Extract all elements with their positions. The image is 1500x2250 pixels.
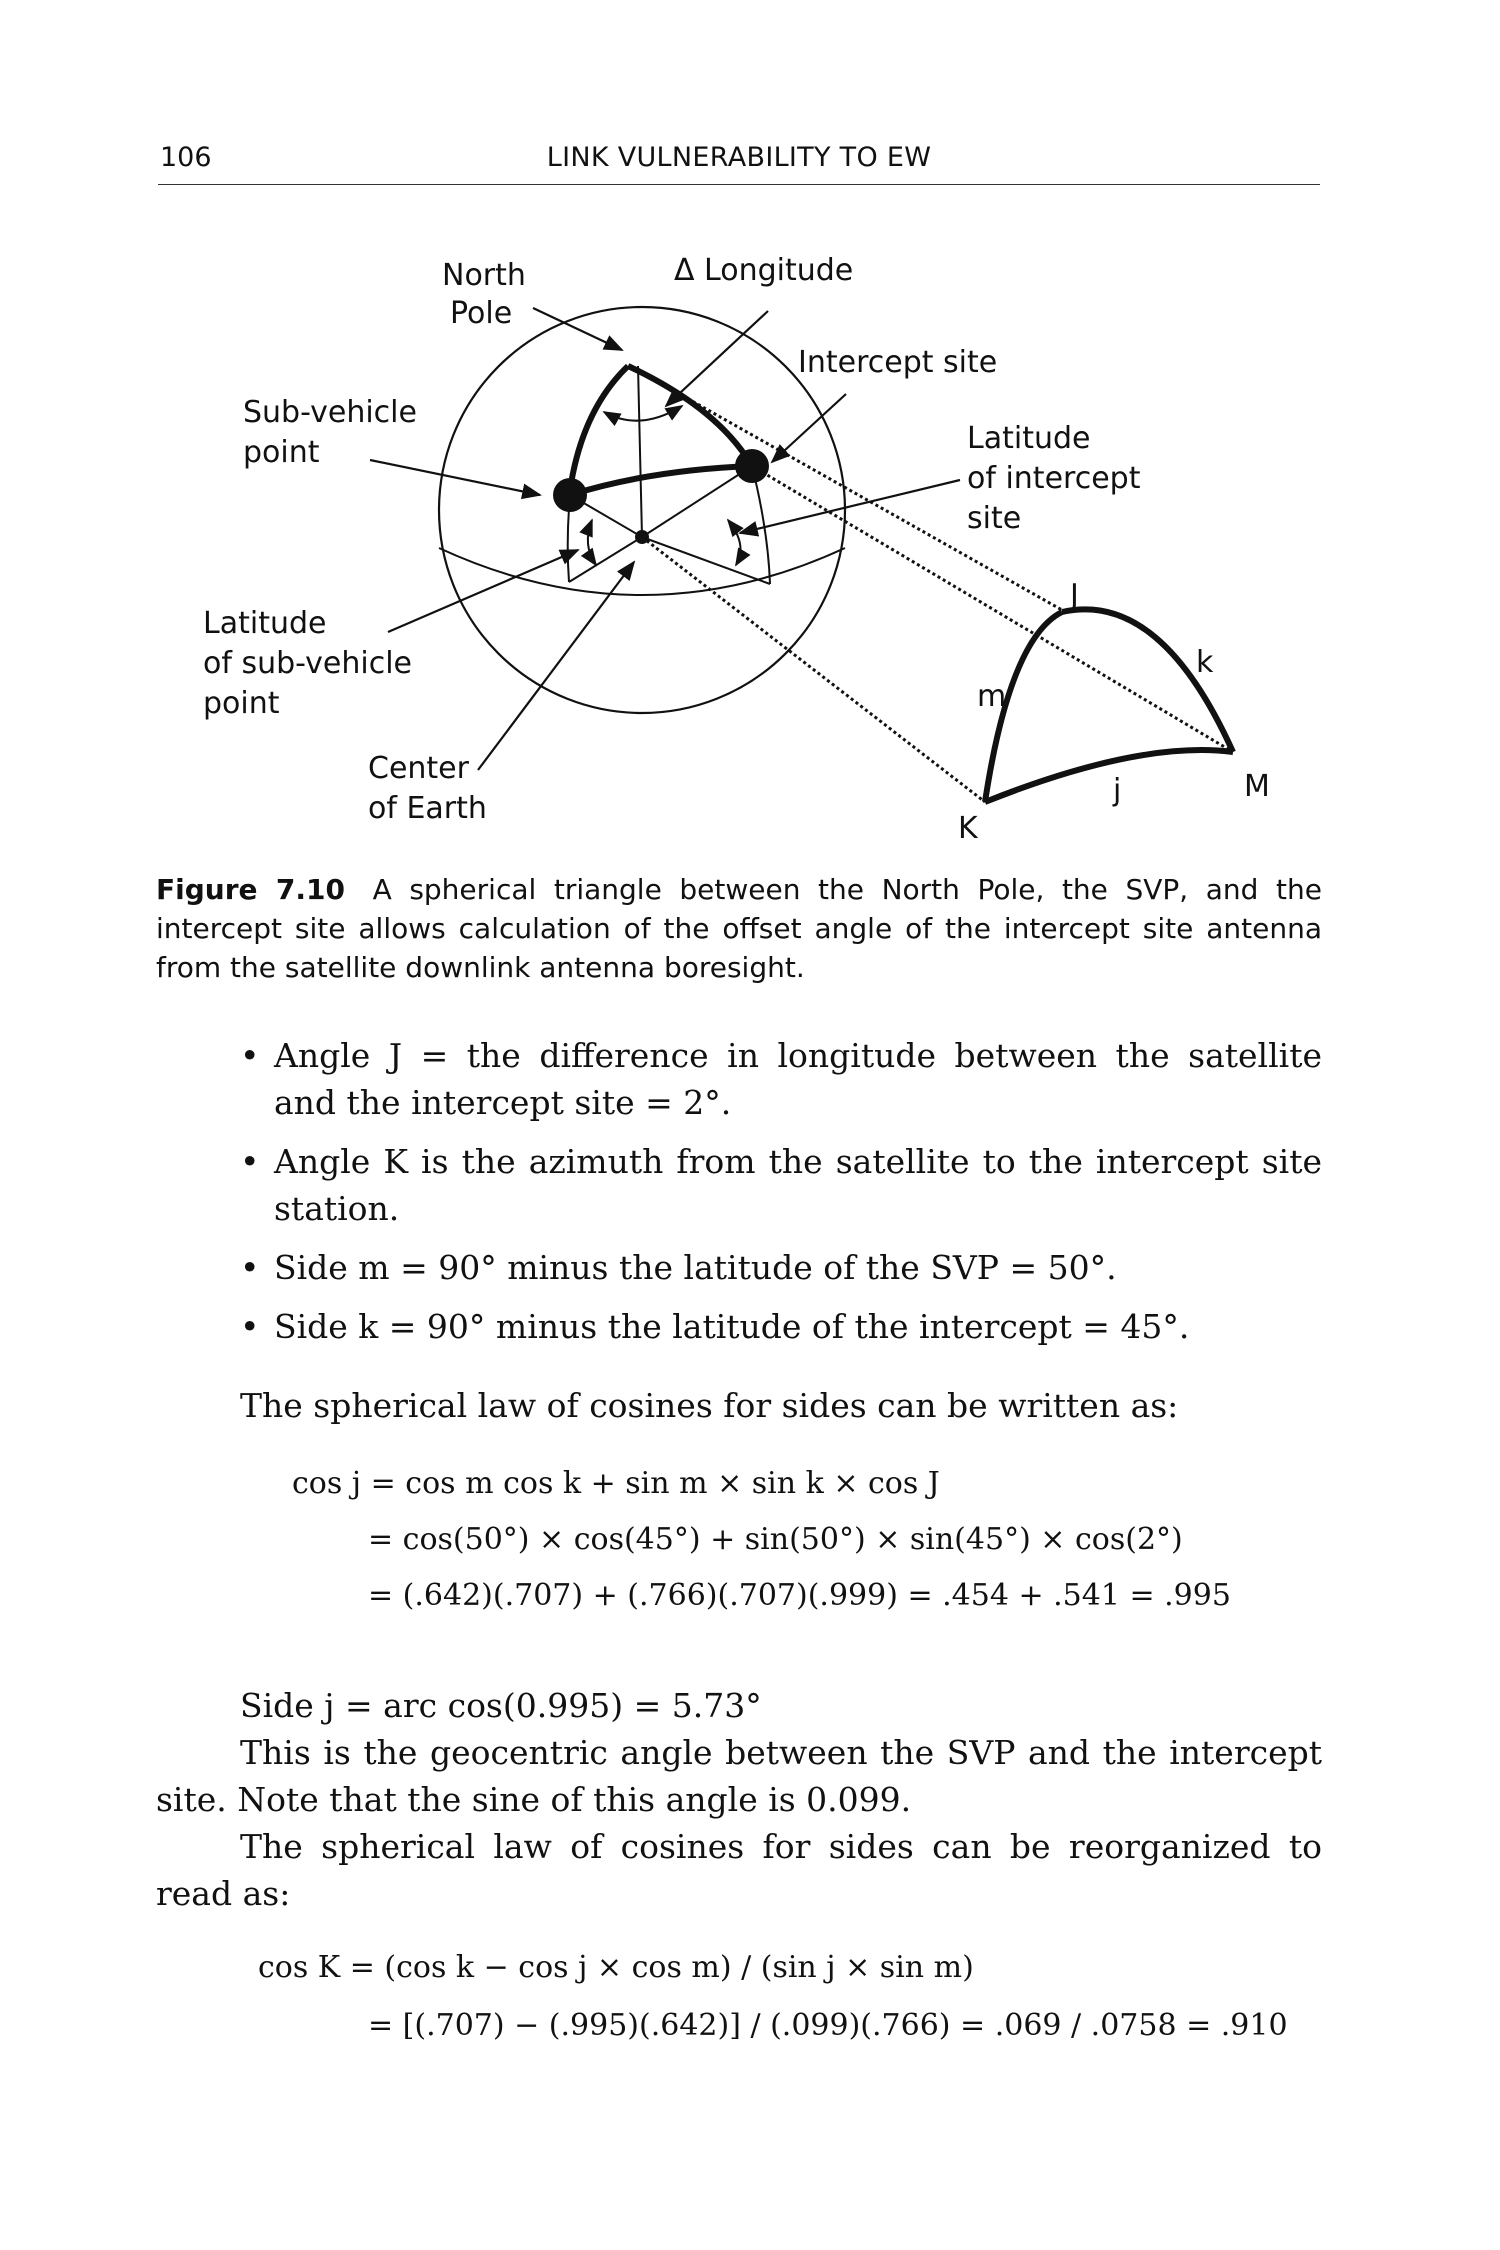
pointer-sub-vehicle — [370, 460, 540, 495]
label-north: North — [442, 258, 526, 293]
meridian-sub-vehicle — [570, 366, 628, 490]
label-subvehicle-1: Sub-vehicle — [243, 395, 417, 430]
equation-2-line-2: = [(.707) − (.995)(.642)] / (.099)(.766) = .069 / .0758 = .910 — [368, 2008, 1288, 2043]
caption-figure-number: Figure 7.10 — [156, 873, 346, 906]
bullet-item-side-m: • Side m = 90° minus the latitude of the SVP = 50°. — [240, 1244, 1322, 1291]
paragraph-reorganized: The spherical law of cosines for sides can be reorganized to read as: — [156, 1827, 1322, 1913]
meridian-lower-intercept — [752, 466, 770, 584]
bullet-list — [240, 1032, 1322, 1362]
running-title: LINK VULNERABILITY TO EW — [546, 142, 932, 173]
equation-1-line-3: = (.642)(.707) + (.766)(.707)(.999) = .454 + .541 = .995 — [368, 1578, 1231, 1613]
great-circle-j — [570, 466, 752, 495]
label-lat-intercept-1: Latitude — [967, 421, 1091, 456]
triangle-side-j — [985, 750, 1233, 802]
sub-vehicle-point — [553, 478, 587, 512]
label-vertex-M: M — [1244, 769, 1270, 804]
paragraph-law-of-cosines: The spherical law of cosines for sides can be written as: — [240, 1386, 1179, 1425]
figure-caption — [156, 870, 1322, 987]
bullet-item-angle-j: • Angle J = the difference in longitude between the satellite and the intercept site = 2°. — [240, 1032, 1322, 1126]
label-vertex-J: J — [1070, 578, 1079, 613]
latitude-arc-sub — [588, 520, 596, 565]
label-lat-sub-3: point — [203, 686, 280, 721]
center-line-intercept — [642, 537, 770, 584]
polar-axis — [638, 366, 642, 537]
label-side-j: j — [1113, 773, 1122, 808]
center-line-sub — [569, 537, 642, 582]
label-center-2: of Earth — [368, 791, 487, 826]
caption-text: A spherical triangle between the North Pole, the SVP, and the intercept site allows calculation of the offset angle of the intercept site antenna from the satellite downlink antenna boresight. — [156, 873, 1322, 984]
label-intercept-site: Intercept site — [798, 345, 998, 380]
bullet-item-angle-k: • Angle K is the azimuth from the satellite to the intercept site station. — [240, 1138, 1322, 1232]
equation-2-line-1: cos K = (cos k − cos j × cos m) / (sin j × sin m) — [258, 1950, 974, 1985]
spherical-triangle-figure — [0, 0, 1500, 860]
equation-1-line-2: = cos(50°) × cos(45°) + sin(50°) × sin(45°) × cos(2°) — [368, 1522, 1183, 1557]
paragraph-geocentric-angle: This is the geocentric angle between the SVP and the intercept site. Note that the sine of this angle is 0.099. — [156, 1733, 1322, 1819]
label-lat-sub-1: Latitude — [203, 606, 327, 641]
latitude-arc-intercept — [728, 520, 741, 565]
delta-longitude-arc — [604, 406, 682, 421]
triangle-side-k — [1062, 609, 1233, 752]
label-subvehicle-2: point — [243, 435, 320, 470]
page-number: 106 — [160, 142, 212, 173]
pointer-north-pole — [533, 308, 622, 350]
label-vertex-K: K — [958, 811, 978, 846]
label-pole: Pole — [450, 296, 513, 331]
meridian-intercept — [628, 366, 752, 466]
pointer-delta-longitude — [666, 311, 768, 406]
projection-line-K — [642, 537, 985, 802]
side-j-result: Side j = arc cos(0.995) = 5.73° — [240, 1686, 762, 1725]
label-lat-sub-2: of sub-vehicle — [203, 646, 413, 681]
label-lat-intercept-3: site — [967, 501, 1022, 536]
label-lat-intercept-2: of intercept — [967, 461, 1141, 496]
pointer-intercept-site — [772, 394, 846, 462]
label-delta-longitude: Δ Longitude — [674, 253, 854, 288]
pointer-latitude-sub — [388, 550, 578, 632]
pointer-center-earth — [478, 562, 634, 770]
label-center-1: Center — [368, 751, 469, 786]
equator — [439, 548, 845, 595]
label-side-m: m — [977, 679, 1007, 714]
bullet-item-side-k: • Side k = 90° minus the latitude of the intercept = 45°. — [240, 1303, 1322, 1350]
equation-1-line-1: cos j = cos m cos k + sin m × sin k × cos J — [292, 1466, 940, 1501]
label-side-k: k — [1196, 645, 1214, 680]
